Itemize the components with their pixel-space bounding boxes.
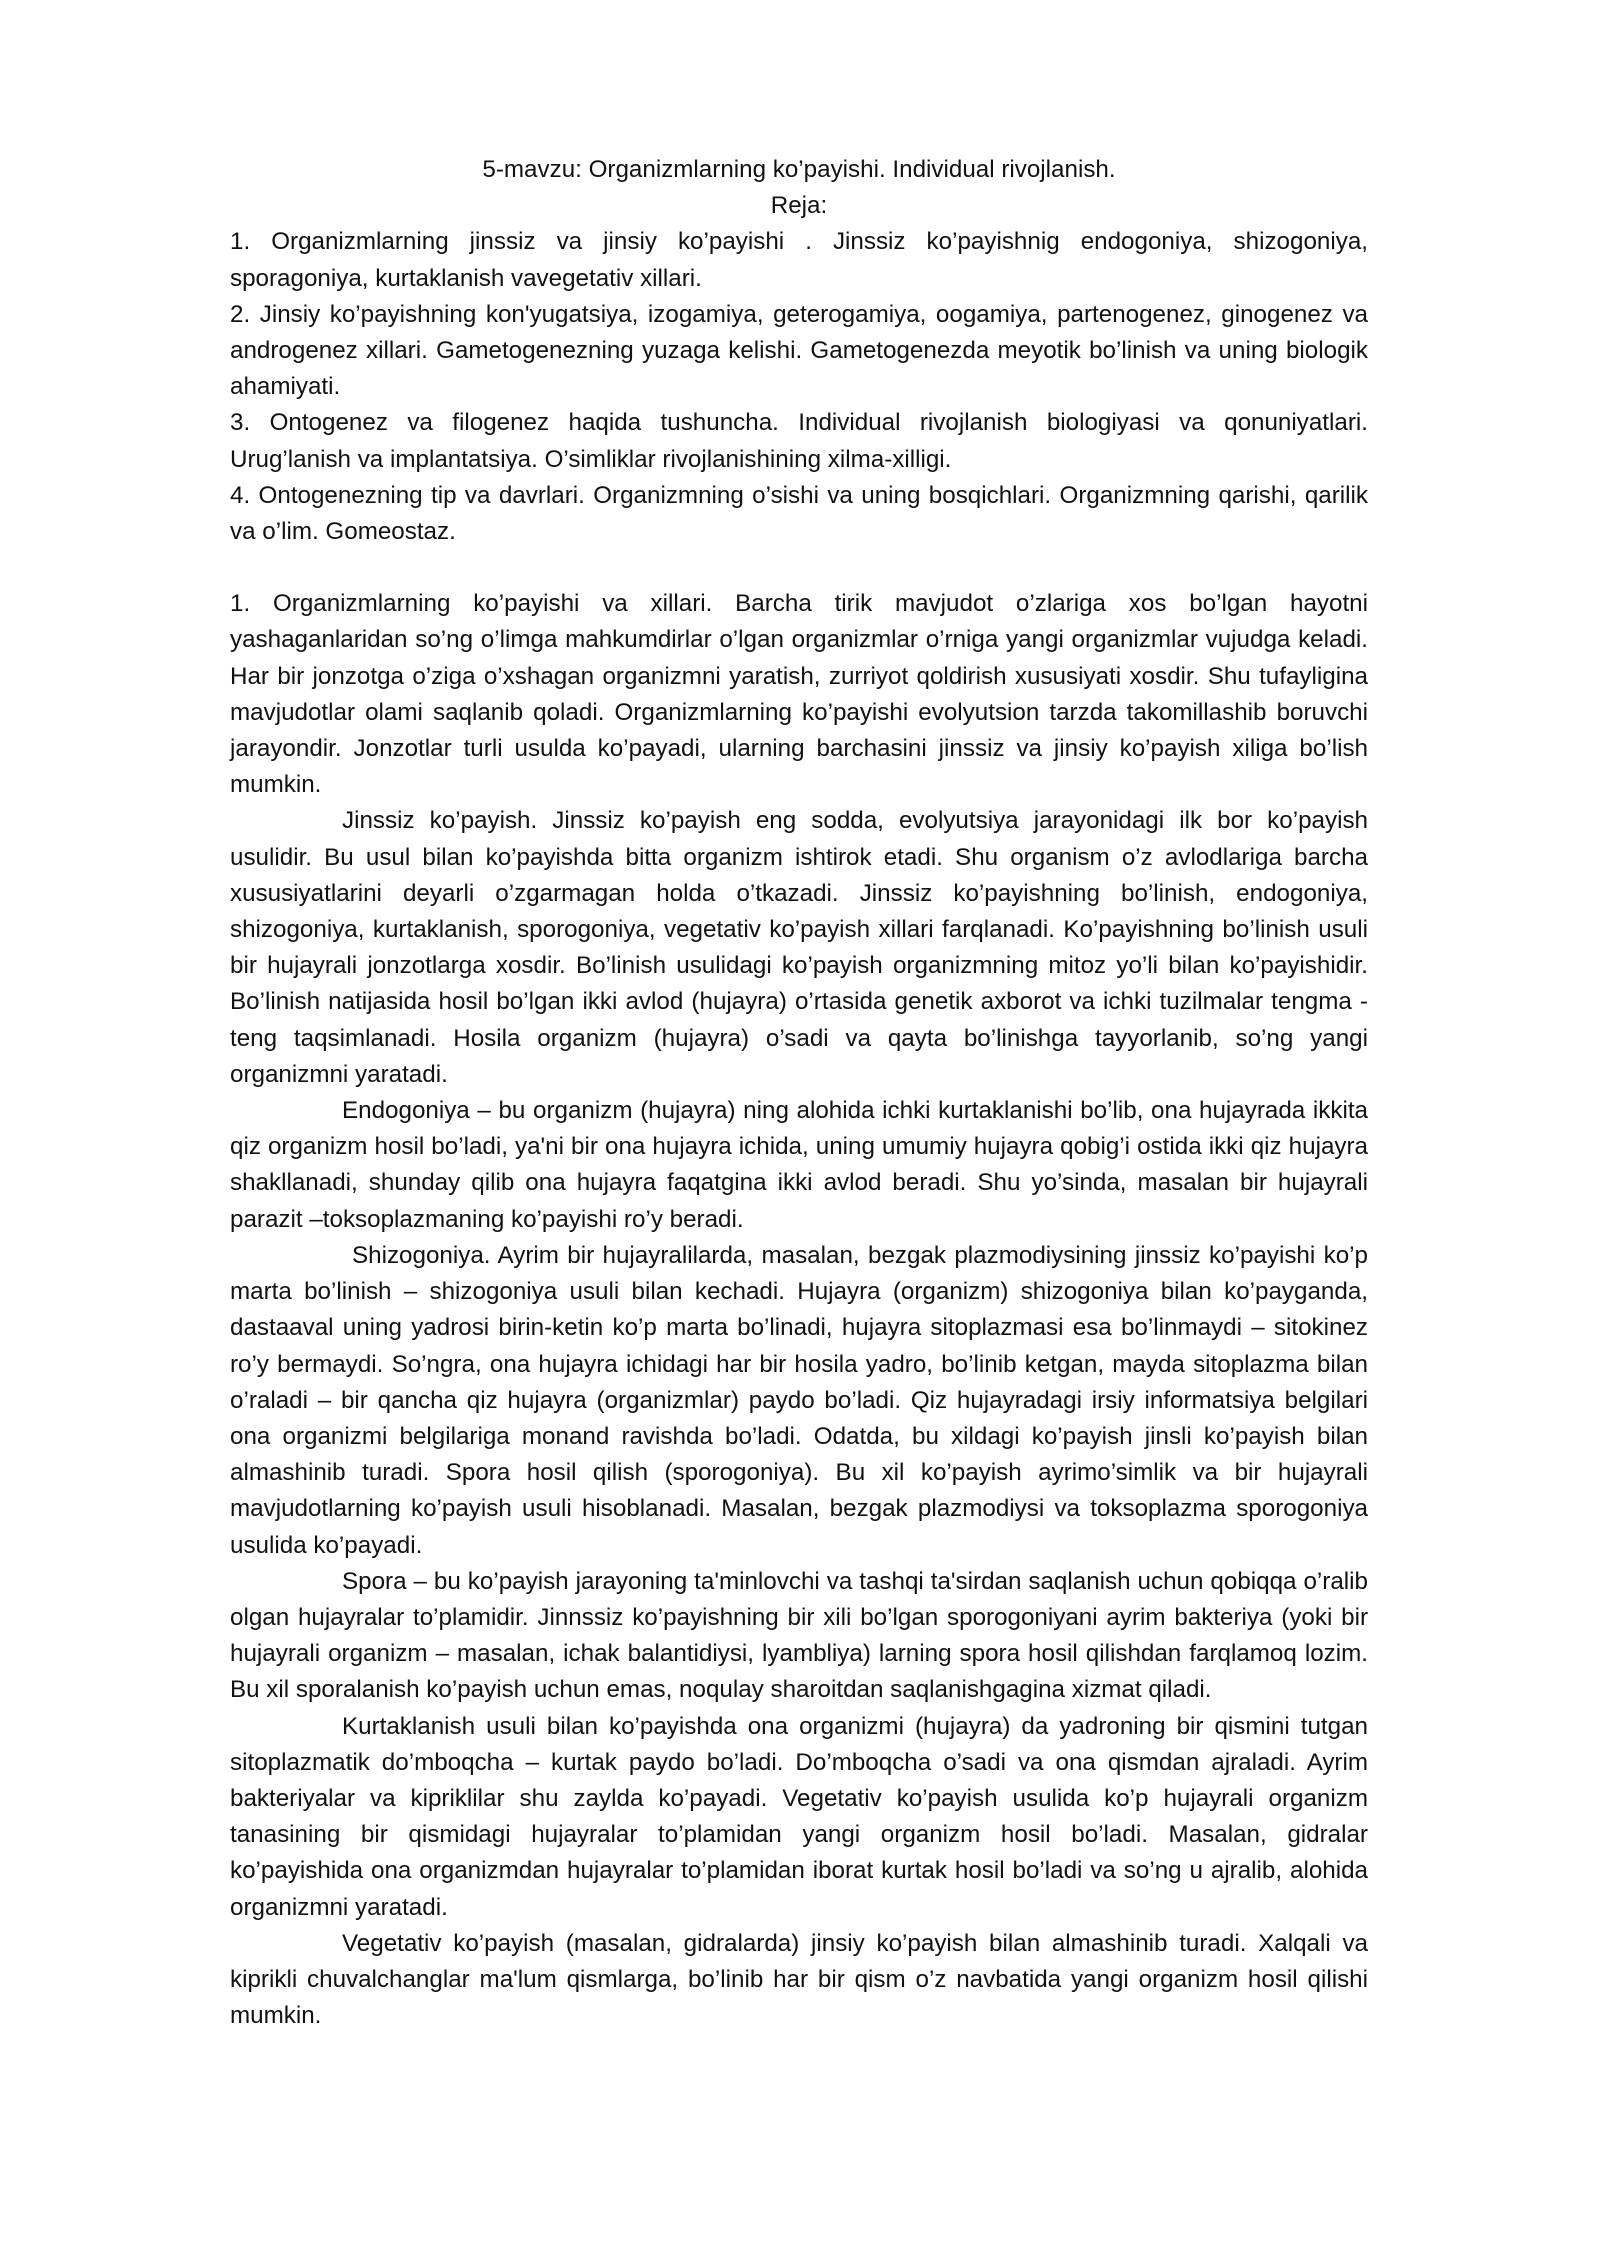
body-paragraph: Shizogoniya. Ayrim bir hujayralilarda, masalan, bezgak plazmodiysining jinssiz ko’payishi ko’p marta bo’linish – shizogoniya usuli bilan kechadi. Hujayra (organizm) shizogoniya bilan ko’payganda, dastaaval uning yadrosi birin-ketin ko’p marta bo’linadi, hujayra sitoplazmasi esa bo’linmaydi – sitokinez ro’y bermaydi. So’ngra, ona hujayra ichidagi har bir hosila yadro, bo’linib ketgan, mayda sitoplazma bilan o’raladi – bir qancha qiz hujayra (organizmlar) paydo bo’ladi. Qiz hujayradagi irsiy informatsiya belgilari ona organizmi belgilariga monand ravishda bo’ladi. Odatda, bu xildagi ko’payish jinsli ko’payish bilan almashinib turadi. Spora hosil qilish (sporogoniya). Bu xil ko’payish ayrimo’simlik va bir hujayrali mavjudotlarning ko’payish usuli hisoblanadi. Masalan, bezgak plazmodiysi va toksoplazma sporogoniya usulida ko’payadi.	[230, 1241, 1368, 1559]
body-paragraph: Endogoniya – bu organizm (hujayra) ning alohida ichki kurtaklanishi bo’lib, ona hujayrada ikkita qiz organizm hosil bo’ladi, ya'ni bir ona hujayra ichida, uning umumiy hujayra qobig’i ostida ikki qiz hujayra shakllanadi, shunday qilib ona hujayra faqatgina ikki avlod beradi. Shu yo’sinda, masalan bir hujayrali parazit –toksoplazmaning ko’payishi ro’y beradi.	[230, 1097, 1368, 1233]
body-paragraph: Vegetativ ko’payish (masalan, gidralarda) jinsiy ko’payish bilan almashinib turadi. Xalqali va kiprikli chuvalchanglar ma'lum qismlarga, bo’linib har bir qism o’z navbatida yangi organizm hosil qilishi mumkin.	[230, 1929, 1368, 2030]
plan-item: 4. Ontogenezning tip va davrlari. Organizmning o’sishi va uning bosqichlari. Organizmning qarishi, qarilik va o’lim. Gomeostaz.	[230, 481, 1368, 546]
document-body	[230, 586, 1368, 2034]
plan-heading: Reja:	[770, 192, 828, 220]
body-paragraph: 1. Organizmlarning ko’payishi va xillari. Barcha tirik mavjudot o’zlariga xos bo’lgan hayotni yashaganlaridan so’ng o’limga mahkumdirlar o’lgan organizmlar o’rniga yangi organizmlar vujudga keladi. Har bir jonzotga o’ziga o’xshagan organizmni yaratish, zurriyot qoldirish xususiyati xosdir. Shu tufayligina mavjudotlar olami saqlanib qoladi. Organizmlarning ko’payishi evolyutsion tarzda takomillashib boruvchi jarayondir. Jonzotlar turli usulda ko’payadi, ularning barchasini jinssiz va jinsiy ko’payish xiliga bo’lish mumkin.	[230, 590, 1368, 799]
section-spacer	[230, 550, 1368, 586]
plan-item: 2. Jinsiy ko’payishning kon'yugatsiya, izogamiya, geterogamiya, oogamiya, partenogenez, ginogenez va androgenez xillari. Gametogenezning yuzaga kelishi. Gametogenezda meyotik bo’linish va uning biologik ahamiyati.	[230, 300, 1368, 401]
plan-item: 3. Ontogenez va filogenez haqida tushuncha. Individual rivojlanish biologiyasi va qonuniyatlari. Urug’lanish va implantatsiya. O’simliklar rivojlanishining xilma-xilligi.	[230, 409, 1368, 473]
document-page	[230, 152, 1368, 2034]
document-title: 5-mavzu: Organizmlarning ko’payishi. Individual rivojlanish.	[482, 156, 1116, 183]
plan-list	[230, 224, 1368, 550]
body-paragraph: Kurtaklanish usuli bilan ko’payishda ona organizmi (hujayra) da yadroning bir qismini tutgan sitoplazmatik do’mboqcha – kurtak paydo bo’ladi. Do’mboqcha o’sadi va ona qismdan ajraladi. Ayrim bakteriyalar va kipriklilar shu zaylda ko’payadi. Vegetativ ko’payish usulida ko’p hujayrali organizm tanasining bir qismidagi hujayralar to’plamidan yangi organizm hosil bo’ladi. Masalan, gidralar ko’payishida ona organizmdan hujayralar to’plamidan iborat kurtak hosil bo’ladi va so’ng u ajralib, alohida organizmni yaratadi.	[230, 1712, 1368, 1921]
body-paragraph: Spora – bu ko’payish jarayoning ta'minlovchi va tashqi ta'sirdan saqlanish uchun qobiqqa o’ralib olgan hujayralar to’plamidir. Jinnssiz ko’payishning bir xili bo’lgan sporogoniyani ayrim bakteriya (yoki bir hujayrali organizm – masalan, ichak balantidiysi, lyambliya) larning spora hosil qilishdan farqlamoq lozim. Bu xil sporalanish ko’payish uchun emas, noqulay sharoitdan saqlanishgagina xizmat qiladi.	[230, 1567, 1368, 1704]
body-paragraph: Jinssiz ko’payish. Jinssiz ko’payish eng sodda, evolyutsiya jarayonidagi ilk bor ko’payish usulidir. Bu usul bilan ko’payishda bitta organizm ishtirok etadi. Shu organism o’z avlodlariga barcha xususiyatlarini deyarli o’zgarmagan holda o’tkazadi. Jinssiz ko’payishning bo’linish, endogoniya, shizogoniya, kurtaklanish, sporogoniya, vegetativ ko’payish xillari farqlanadi. Ko’payishning bo’linish usuli bir hujayrali jonzotlarga xosdir. Bo’linish usulidagi ko’payish organizmning mitoz yo’li bilan ko’payishidir. Bo’linish natijasida hosil bo’lgan ikki avlod (hujayra) o’rtasida genetik axborot va ichki tuzilmalar tengma -teng taqsimlanadi. Hosila organizm (hujayra) o’sadi va qayta bo’linishga tayyorlanib, so’ng yangi organizmni yaratadi.	[230, 807, 1368, 1088]
plan-item: 1. Organizmlarning jinssiz va jinsiy ko’payishi . Jinssiz ko’payishnig endogoniya, shizogoniya, sporagoniya, kurtaklanish vavegetativ xillari.	[230, 228, 1368, 292]
